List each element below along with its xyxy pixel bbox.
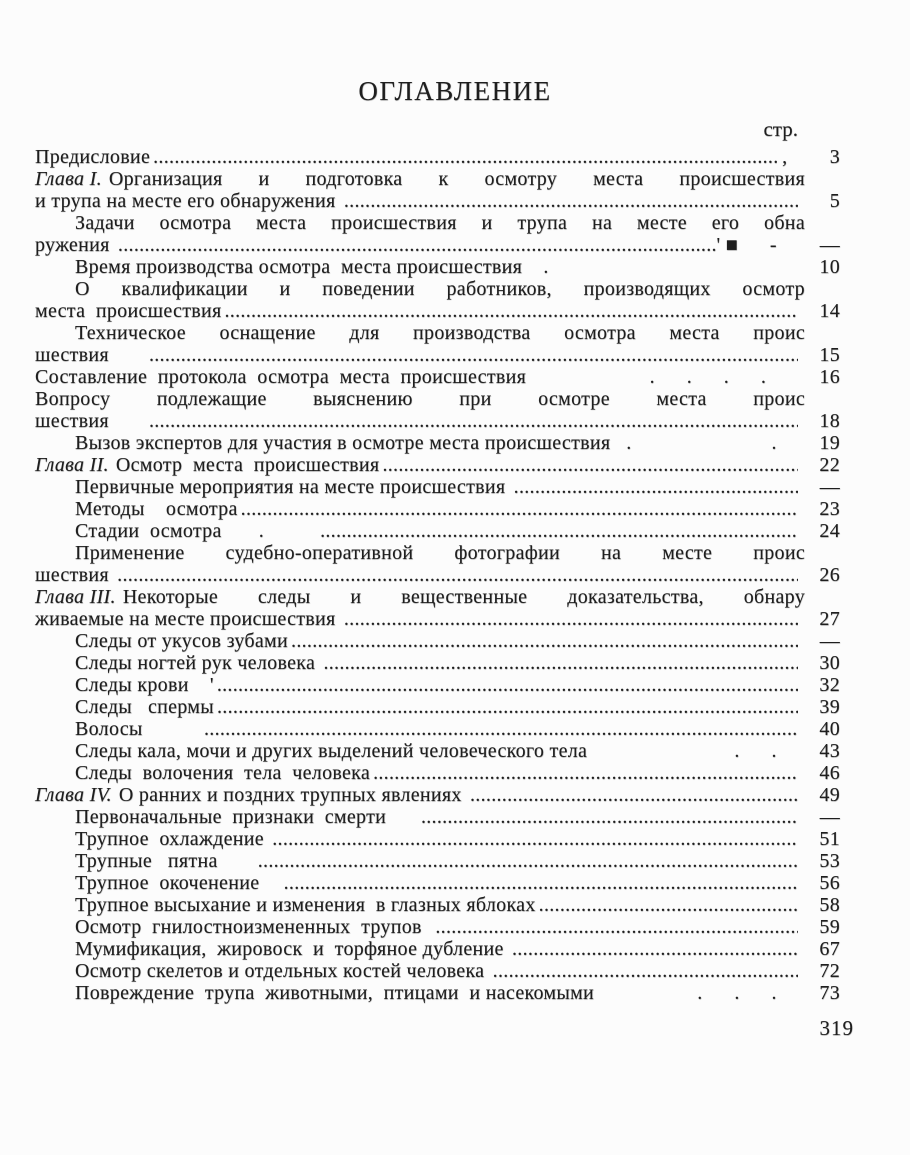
toc-chapter-prefix: Глава IV. — [35, 784, 112, 806]
toc-entry-text: Волосы — [75, 718, 201, 740]
toc-line — [35, 762, 840, 784]
dot-leader — [379, 454, 798, 476]
toc-line — [35, 806, 840, 828]
toc-entry-text: О ранних и поздних трупных явлениях — [118, 784, 467, 806]
dot-leader — [536, 894, 798, 916]
toc-line — [35, 828, 840, 850]
toc-line — [35, 344, 840, 366]
toc-entry-text: Предисловие — [35, 146, 151, 168]
dot-leader — [490, 960, 798, 982]
toc-line — [35, 388, 840, 410]
page-column-header: стр. — [763, 117, 798, 141]
dot-leader — [238, 498, 798, 520]
toc-line — [35, 608, 840, 630]
toc-line — [35, 278, 840, 300]
dot-leader — [370, 762, 798, 784]
toc-chapter-prefix: Глава II. — [35, 454, 109, 476]
toc-line — [35, 146, 840, 168]
toc-page-number: 26 — [819, 564, 840, 586]
page-title: ОГЛАВЛЕНИЕ — [358, 76, 552, 106]
toc-line — [35, 674, 840, 696]
toc-entry-text: Время производства осмотра места происшествия . — [75, 256, 549, 278]
toc-entry-text: Некоторые следы и вещественные доказательства, обнару — [122, 586, 805, 608]
toc-entry-text: Мумификация, жировоск и торфяное дубление — [75, 938, 509, 960]
toc-line — [35, 960, 840, 982]
toc-entry-text: Повреждение трупа животными, птицами и насекомыми — [75, 982, 595, 1004]
toc-entry-text: Следы крови ' — [75, 674, 214, 696]
toc-page-number: — — [819, 806, 840, 828]
toc-line — [35, 366, 840, 388]
toc-line — [35, 234, 840, 256]
toc-line — [35, 718, 840, 740]
toc-line — [35, 564, 840, 586]
toc-entry-text: Вызов экспертов для участия в осмотре места происшествия . — [75, 432, 632, 454]
toc-page-number: 72 — [819, 960, 840, 982]
toc-entry-text: Организация и подготовка к осмотру места происшествия — [108, 168, 805, 190]
dot-leader — [201, 718, 798, 740]
toc-line — [35, 476, 840, 498]
dot-leader — [269, 828, 798, 850]
toc-entry-text: Составление протокола осмотра места происшествия — [35, 366, 527, 388]
toc-page-number: 46 — [819, 762, 840, 784]
toc-chapter-prefix: Глава III. — [35, 586, 116, 608]
toc-line — [35, 982, 840, 1004]
toc-line — [35, 586, 840, 608]
dot-leader — [146, 410, 798, 432]
toc-entry-text: О квалификации и поведении работников, производящих осмотр — [75, 278, 805, 300]
toc-entry-text: Следы ногтей рук человека — [75, 652, 321, 674]
toc-entry-tail: . . . — [697, 982, 798, 1004]
dot-leader — [146, 344, 798, 366]
toc-entry-text: Трупное окоченение — [75, 872, 281, 894]
toc-entry-text: шествия — [35, 564, 115, 586]
toc-entry-text: Первичные мероприятия на месте происшествия — [75, 476, 511, 498]
toc-line — [35, 894, 840, 916]
dot-leader — [509, 938, 798, 960]
toc-page-number: 16 — [819, 366, 840, 388]
toc-entry-tail: . . . . — [649, 366, 798, 388]
toc-entry-tail: . — [771, 432, 798, 454]
toc-line — [35, 916, 840, 938]
toc-page-number: 3 — [829, 146, 840, 168]
toc-entry-text: и трупа на месте его обнаружения — [35, 190, 341, 212]
toc-entry-text: Задачи осмотра места происшествия и трупа на месте его обна — [75, 212, 805, 234]
toc-page-number: 51 — [819, 828, 840, 850]
dot-leader — [281, 872, 798, 894]
toc-page-number: 53 — [819, 850, 840, 872]
table-of-contents — [35, 146, 840, 1004]
toc-line — [35, 322, 840, 344]
toc-line — [35, 300, 840, 322]
toc-page-number: 19 — [819, 432, 840, 454]
toc-page-number: 43 — [819, 740, 840, 762]
dot-leader — [341, 608, 798, 630]
toc-entry-text: шествия — [35, 410, 146, 432]
dot-leader — [114, 564, 798, 586]
toc-line — [35, 542, 840, 564]
dot-leader — [341, 190, 798, 212]
toc-page-number: — — [819, 476, 840, 498]
dot-leader — [288, 630, 798, 652]
toc-line — [35, 850, 840, 872]
dot-leader — [320, 652, 798, 674]
toc-entry-text: Осмотр гнилостноизмененных трупов — [75, 916, 433, 938]
toc-entry-text: Следы кала, мочи и других выделений человеческого тела — [75, 740, 588, 762]
toc-line — [35, 652, 840, 674]
toc-page-number: 39 — [819, 696, 840, 718]
toc-chapter-prefix: Глава I. — [35, 168, 102, 190]
toc-entry-text: Трупное высыхание и изменения в глазных яблоках — [75, 894, 536, 916]
toc-page-number: 5 — [829, 190, 840, 212]
toc-page-number: 56 — [819, 872, 840, 894]
toc-page-number: 58 — [819, 894, 840, 916]
dot-leader — [255, 850, 798, 872]
dot-leader — [317, 520, 798, 542]
dot-leader — [214, 696, 798, 718]
toc-page-number: 15 — [819, 344, 840, 366]
dot-leader — [115, 234, 717, 256]
toc-entry-tail: ' ■ - — [716, 234, 798, 256]
toc-entry-text: Техническое оснащение для производства осмотра места проис — [75, 322, 805, 344]
toc-entry-tail: , — [776, 146, 798, 168]
toc-page-number: 73 — [819, 982, 840, 1004]
toc-line — [35, 168, 840, 190]
toc-page-number: — — [819, 234, 840, 256]
toc-entry-text: ружения — [35, 234, 115, 256]
toc-line — [35, 520, 840, 542]
toc-entry-text: Первоначальные признаки смерти — [75, 806, 418, 828]
toc-page-number: 49 — [819, 784, 840, 806]
toc-entry-text: Осмотр места происшествия — [115, 454, 380, 476]
toc-page-number: 23 — [819, 498, 840, 520]
toc-entry-tail: . . — [734, 740, 798, 762]
toc-line — [35, 454, 840, 476]
toc-page-number: 18 — [819, 410, 840, 432]
toc-line — [35, 256, 840, 278]
dot-leader — [467, 784, 798, 806]
dot-leader — [222, 300, 799, 322]
toc-line — [35, 740, 840, 762]
toc-entry-text: Методы осмотра — [75, 498, 238, 520]
toc-line — [35, 498, 840, 520]
dot-leader — [432, 916, 798, 938]
toc-line — [35, 630, 840, 652]
dot-leader — [418, 806, 798, 828]
toc-entry-text: шествия — [35, 344, 146, 366]
toc-entry-text: живаемые на месте происшествия — [35, 608, 341, 630]
toc-entry-text: Трупные пятна — [75, 850, 255, 872]
toc-entry-text: места происшествия — [35, 300, 222, 322]
toc-page-number: 14 — [819, 300, 840, 322]
toc-entry-text: Следы волочения тела человека — [75, 762, 371, 784]
toc-page-number: — — [819, 630, 840, 652]
dot-leader — [511, 476, 798, 498]
toc-entry-text: Стадии осмотра . — [75, 520, 318, 542]
toc-page-number: 10 — [819, 256, 840, 278]
toc-entry-text: Трупное охлаждение — [75, 828, 270, 850]
toc-line — [35, 432, 840, 454]
toc-page-number: 24 — [819, 520, 840, 542]
toc-entry-text: Применение судебно-оперативной фотографии на месте проис — [75, 542, 805, 564]
toc-entry-text: Следы от укусов зубами — [75, 630, 289, 652]
toc-page-number: 27 — [819, 608, 840, 630]
toc-line — [35, 938, 840, 960]
page-number: 319 — [819, 1016, 854, 1040]
toc-line — [35, 410, 840, 432]
toc-line — [35, 190, 840, 212]
toc-page-number: 22 — [819, 454, 840, 476]
toc-entry-text: Вопросу подлежащие выяснению при осмотре места проис — [35, 388, 805, 410]
toc-line — [35, 784, 840, 806]
toc-entry-text: Осмотр скелетов и отдельных костей человека — [75, 960, 490, 982]
toc-page-number: 32 — [819, 674, 840, 696]
toc-page-number: 59 — [819, 916, 840, 938]
toc-page-number: 30 — [819, 652, 840, 674]
toc-page-number: 40 — [819, 718, 840, 740]
dot-leader — [150, 146, 777, 168]
toc-page-number: 67 — [819, 938, 840, 960]
toc-entry-text: Следы спермы — [75, 696, 214, 718]
toc-line — [35, 212, 840, 234]
dot-leader — [214, 674, 798, 696]
toc-line — [35, 872, 840, 894]
toc-line — [35, 696, 840, 718]
